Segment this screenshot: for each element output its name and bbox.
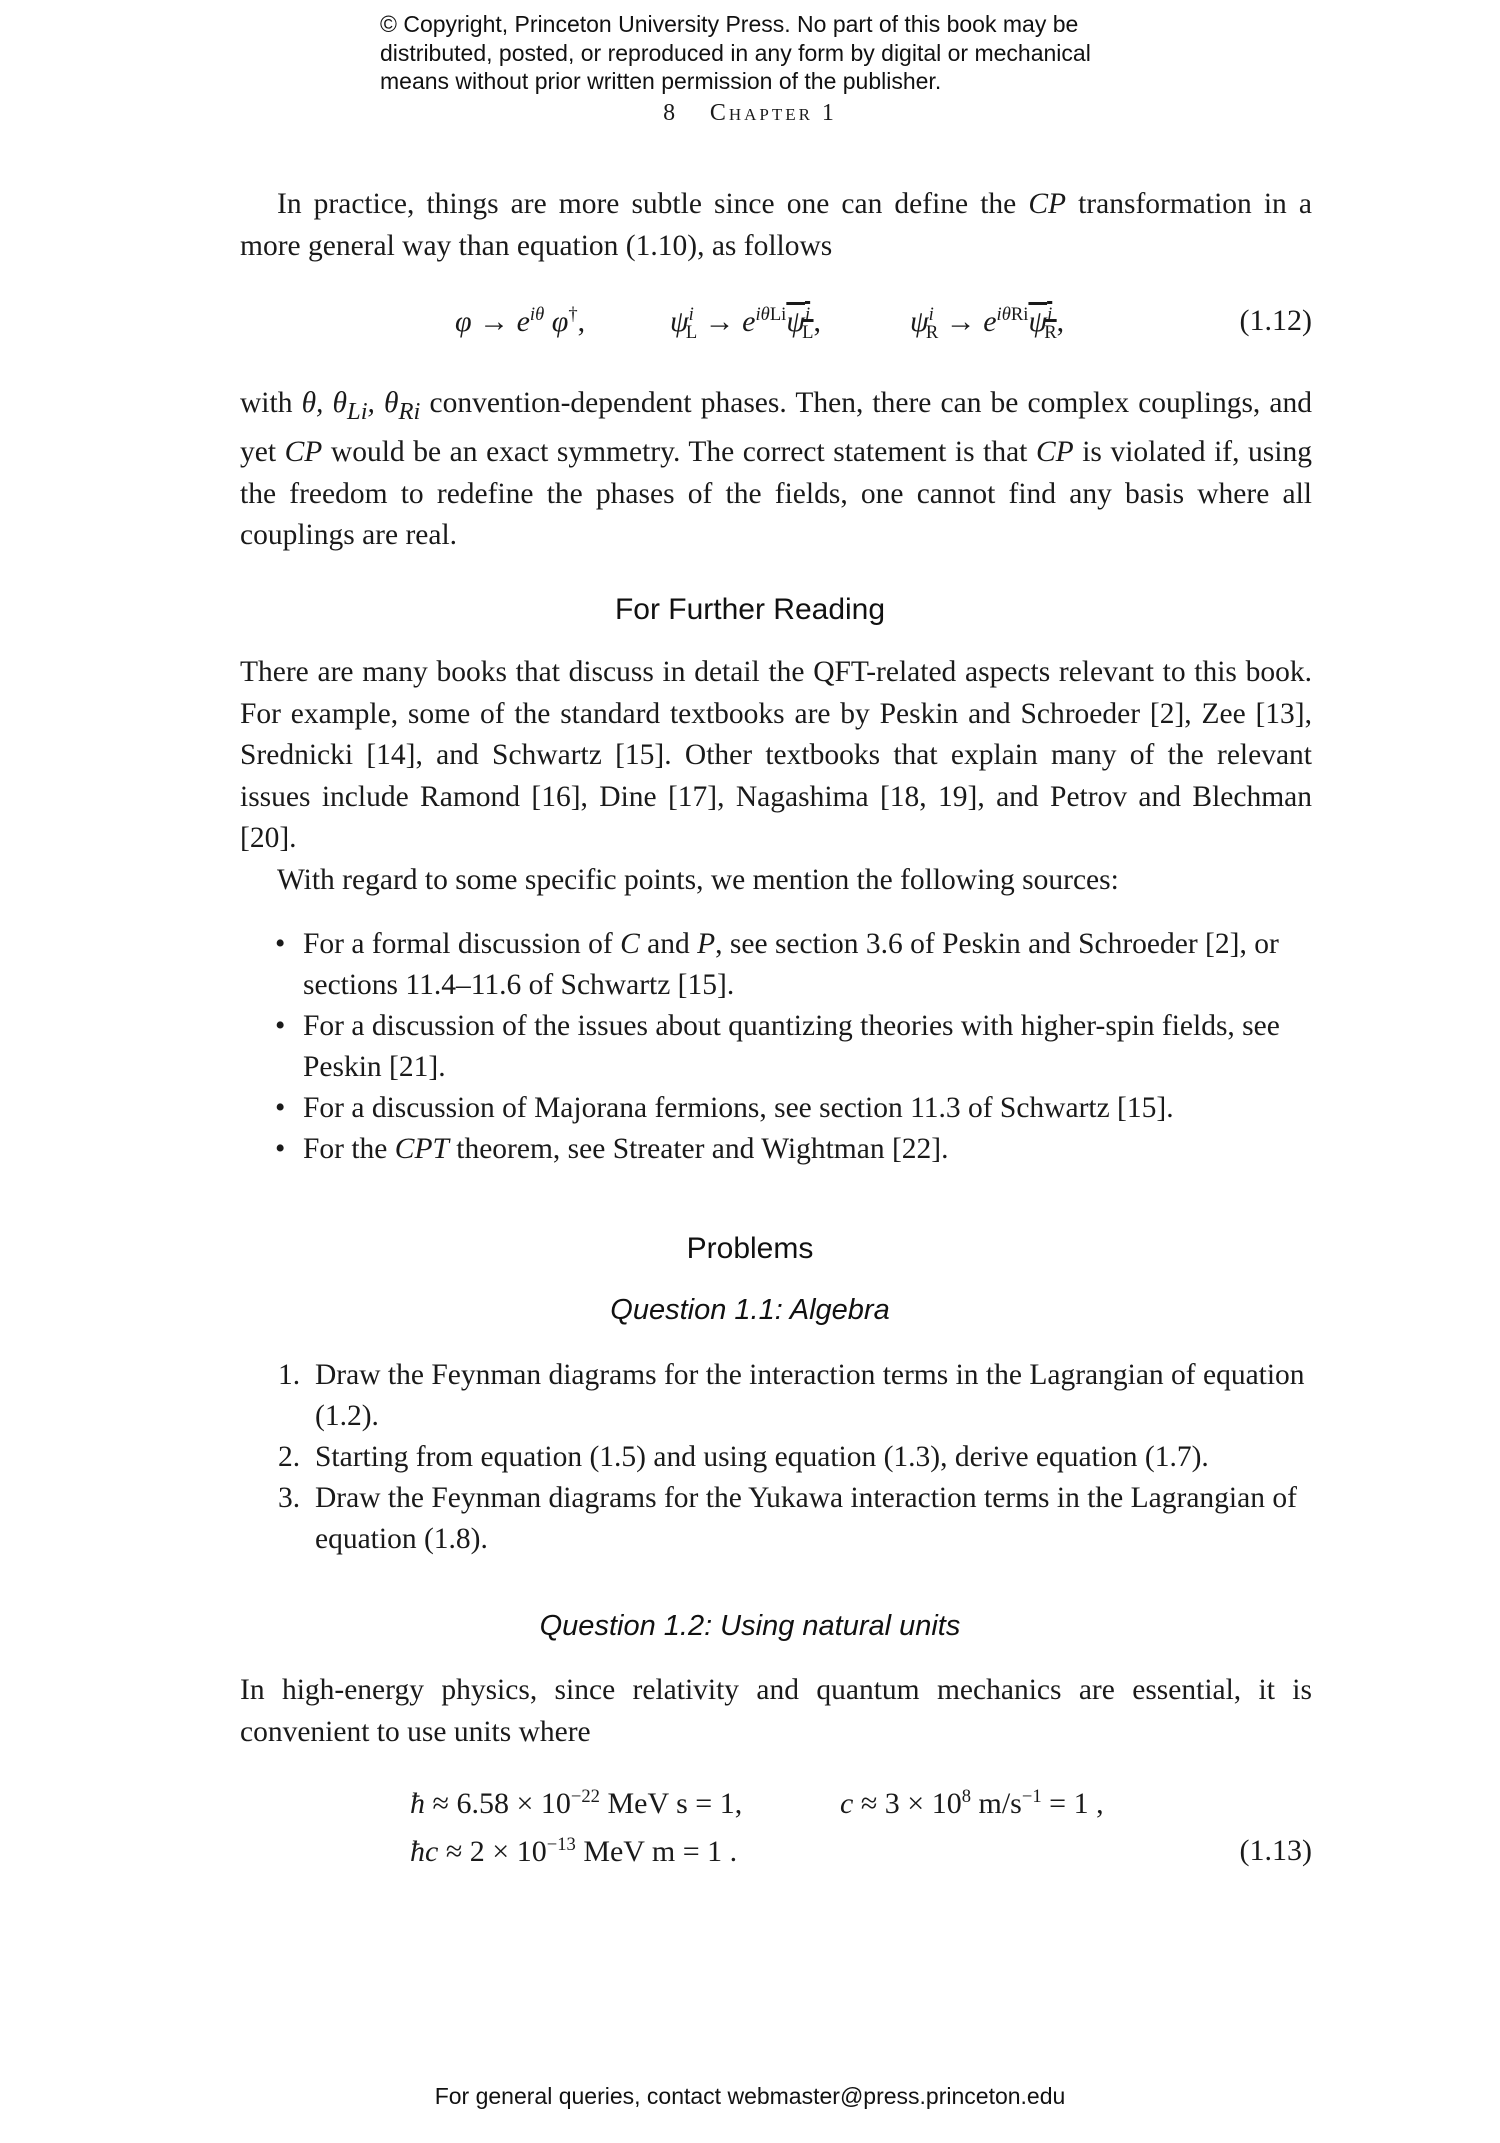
equation-row: ħc ≈ $2 \times 10^{-13}$ MeV m = 1 . (1.13) bbox=[410, 1834, 1312, 1868]
equation-number: (1.12) bbox=[1239, 304, 1312, 337]
section-heading-problems: Problems bbox=[686, 1232, 814, 1265]
question-1-2-title: Question 1.2: Using natural units bbox=[539, 1610, 961, 1642]
intro-paragraph bbox=[240, 184, 1312, 267]
page-number: 8 bbox=[663, 100, 676, 126]
list-item: • For a discussion of Majorana fermions, see section 11.3 of Schwartz [15]. bbox=[240, 1088, 1312, 1129]
list-item: 1. Draw the Feynman diagrams for the interaction terms in the Lagrangian of equation (1.2). bbox=[278, 1359, 1305, 1432]
equation-row: ħ ≈ $6.58 \times 10^{-22}$ MeV s = 1, $c \approx 3 \times 10^8$ $m/s^{-1} = 1$ , bbox=[410, 1786, 1104, 1820]
bullet-icon: • bbox=[275, 1092, 286, 1124]
equation-number: (1.13) bbox=[1239, 1834, 1312, 1867]
text-run: In practice, things are more subtle since one can define the bbox=[277, 188, 1029, 220]
list-item: • For a formal discussion of C and P, see section 3.6 of Peskin and Schroeder [2], or sections 11.4–11.6 of Schwartz [15]. bbox=[240, 924, 1312, 1006]
question-1-1-list bbox=[240, 1355, 1312, 1560]
bullet-icon: • bbox=[275, 1133, 286, 1165]
bullet-icon: • bbox=[275, 1010, 286, 1042]
question-1-1-title: Question 1.1: Algebra bbox=[610, 1294, 890, 1326]
cp-violation-paragraph: with θ, $\theta_{Li}$, $\theta_{Ri}$ convention-dependent phases. Then, there can be complex couplings, and yet CP would be an exact symmetry. The correct statement is that CP is violated if, using the freedom to redefine the phases of the fields, one cannot find any basis where all couplings are real. bbox=[240, 387, 1313, 552]
bullet-icon: • bbox=[275, 928, 286, 960]
list-item: • For a discussion of the issues about quantizing theories with higher-spin fields, see Peskin [21]. bbox=[240, 1006, 1312, 1088]
cp-symbol: CP bbox=[1028, 188, 1067, 220]
text-run: transformation in a more general way than equation (1.10), as follows bbox=[240, 188, 1312, 262]
further-reading-paragraph: There are many books that discuss in detail the QFT-related aspects relevant to this book. For example, some of the standard textbooks are by Peskin and Schroeder [2], Zee [13], Srednicki [14], and Schwartz [15]. Other textbooks that explain many of the relevant issues include Ramond [16], Dine [17], Nagashima [18, 19], and Petrov and Blechman [20]. With regard to some specific points, we mention the following sources: bbox=[240, 656, 1312, 896]
copyright-notice bbox=[380, 10, 1140, 96]
list-item: • For the CPT theorem, see Streater and Wightman [22]. bbox=[240, 1129, 1312, 1170]
copyright-line: means without prior written permission of the publisher. bbox=[380, 68, 942, 94]
sources-list bbox=[240, 924, 1312, 1170]
equation-term-psi-l: $\psi^i_L \to e^{i\theta Li}\psi^i_L$, bbox=[670, 304, 822, 343]
copyright-line: distributed, posted, or reproduced in any form by digital or mechanical bbox=[380, 39, 1091, 66]
list-item: 3. Draw the Feynman diagrams for the Yukawa interaction terms in the Lagrangian of equation (1.8). bbox=[278, 1482, 1297, 1555]
list-item: 2. Starting from equation (1.5) and using equation (1.3), derive equation (1.7). bbox=[278, 1441, 1209, 1473]
footer-contact: For general queries, contact webmaster@press.princeton.edu bbox=[434, 2083, 1066, 2109]
equation-term-phi: $\varphi \to e^{i\theta}$ φ†, bbox=[455, 304, 586, 338]
equation-term-psi-r: $\psi^i_R \to e^{i\theta Ri}\psi^i_R$, bbox=[910, 304, 1065, 343]
running-head bbox=[0, 100, 1500, 127]
copyright-line: © Copyright, Princeton University Press. No part of this book may be bbox=[380, 11, 1079, 37]
chapter-label: Chapter 1 bbox=[709, 100, 837, 126]
natural-units-paragraph: In high-energy physics, since relativity and quantum mechanics are essential, it is convenient to use units where bbox=[240, 1674, 1312, 1748]
equation-1-12 bbox=[240, 304, 1312, 352]
section-heading-further-reading: For Further Reading bbox=[614, 593, 886, 626]
